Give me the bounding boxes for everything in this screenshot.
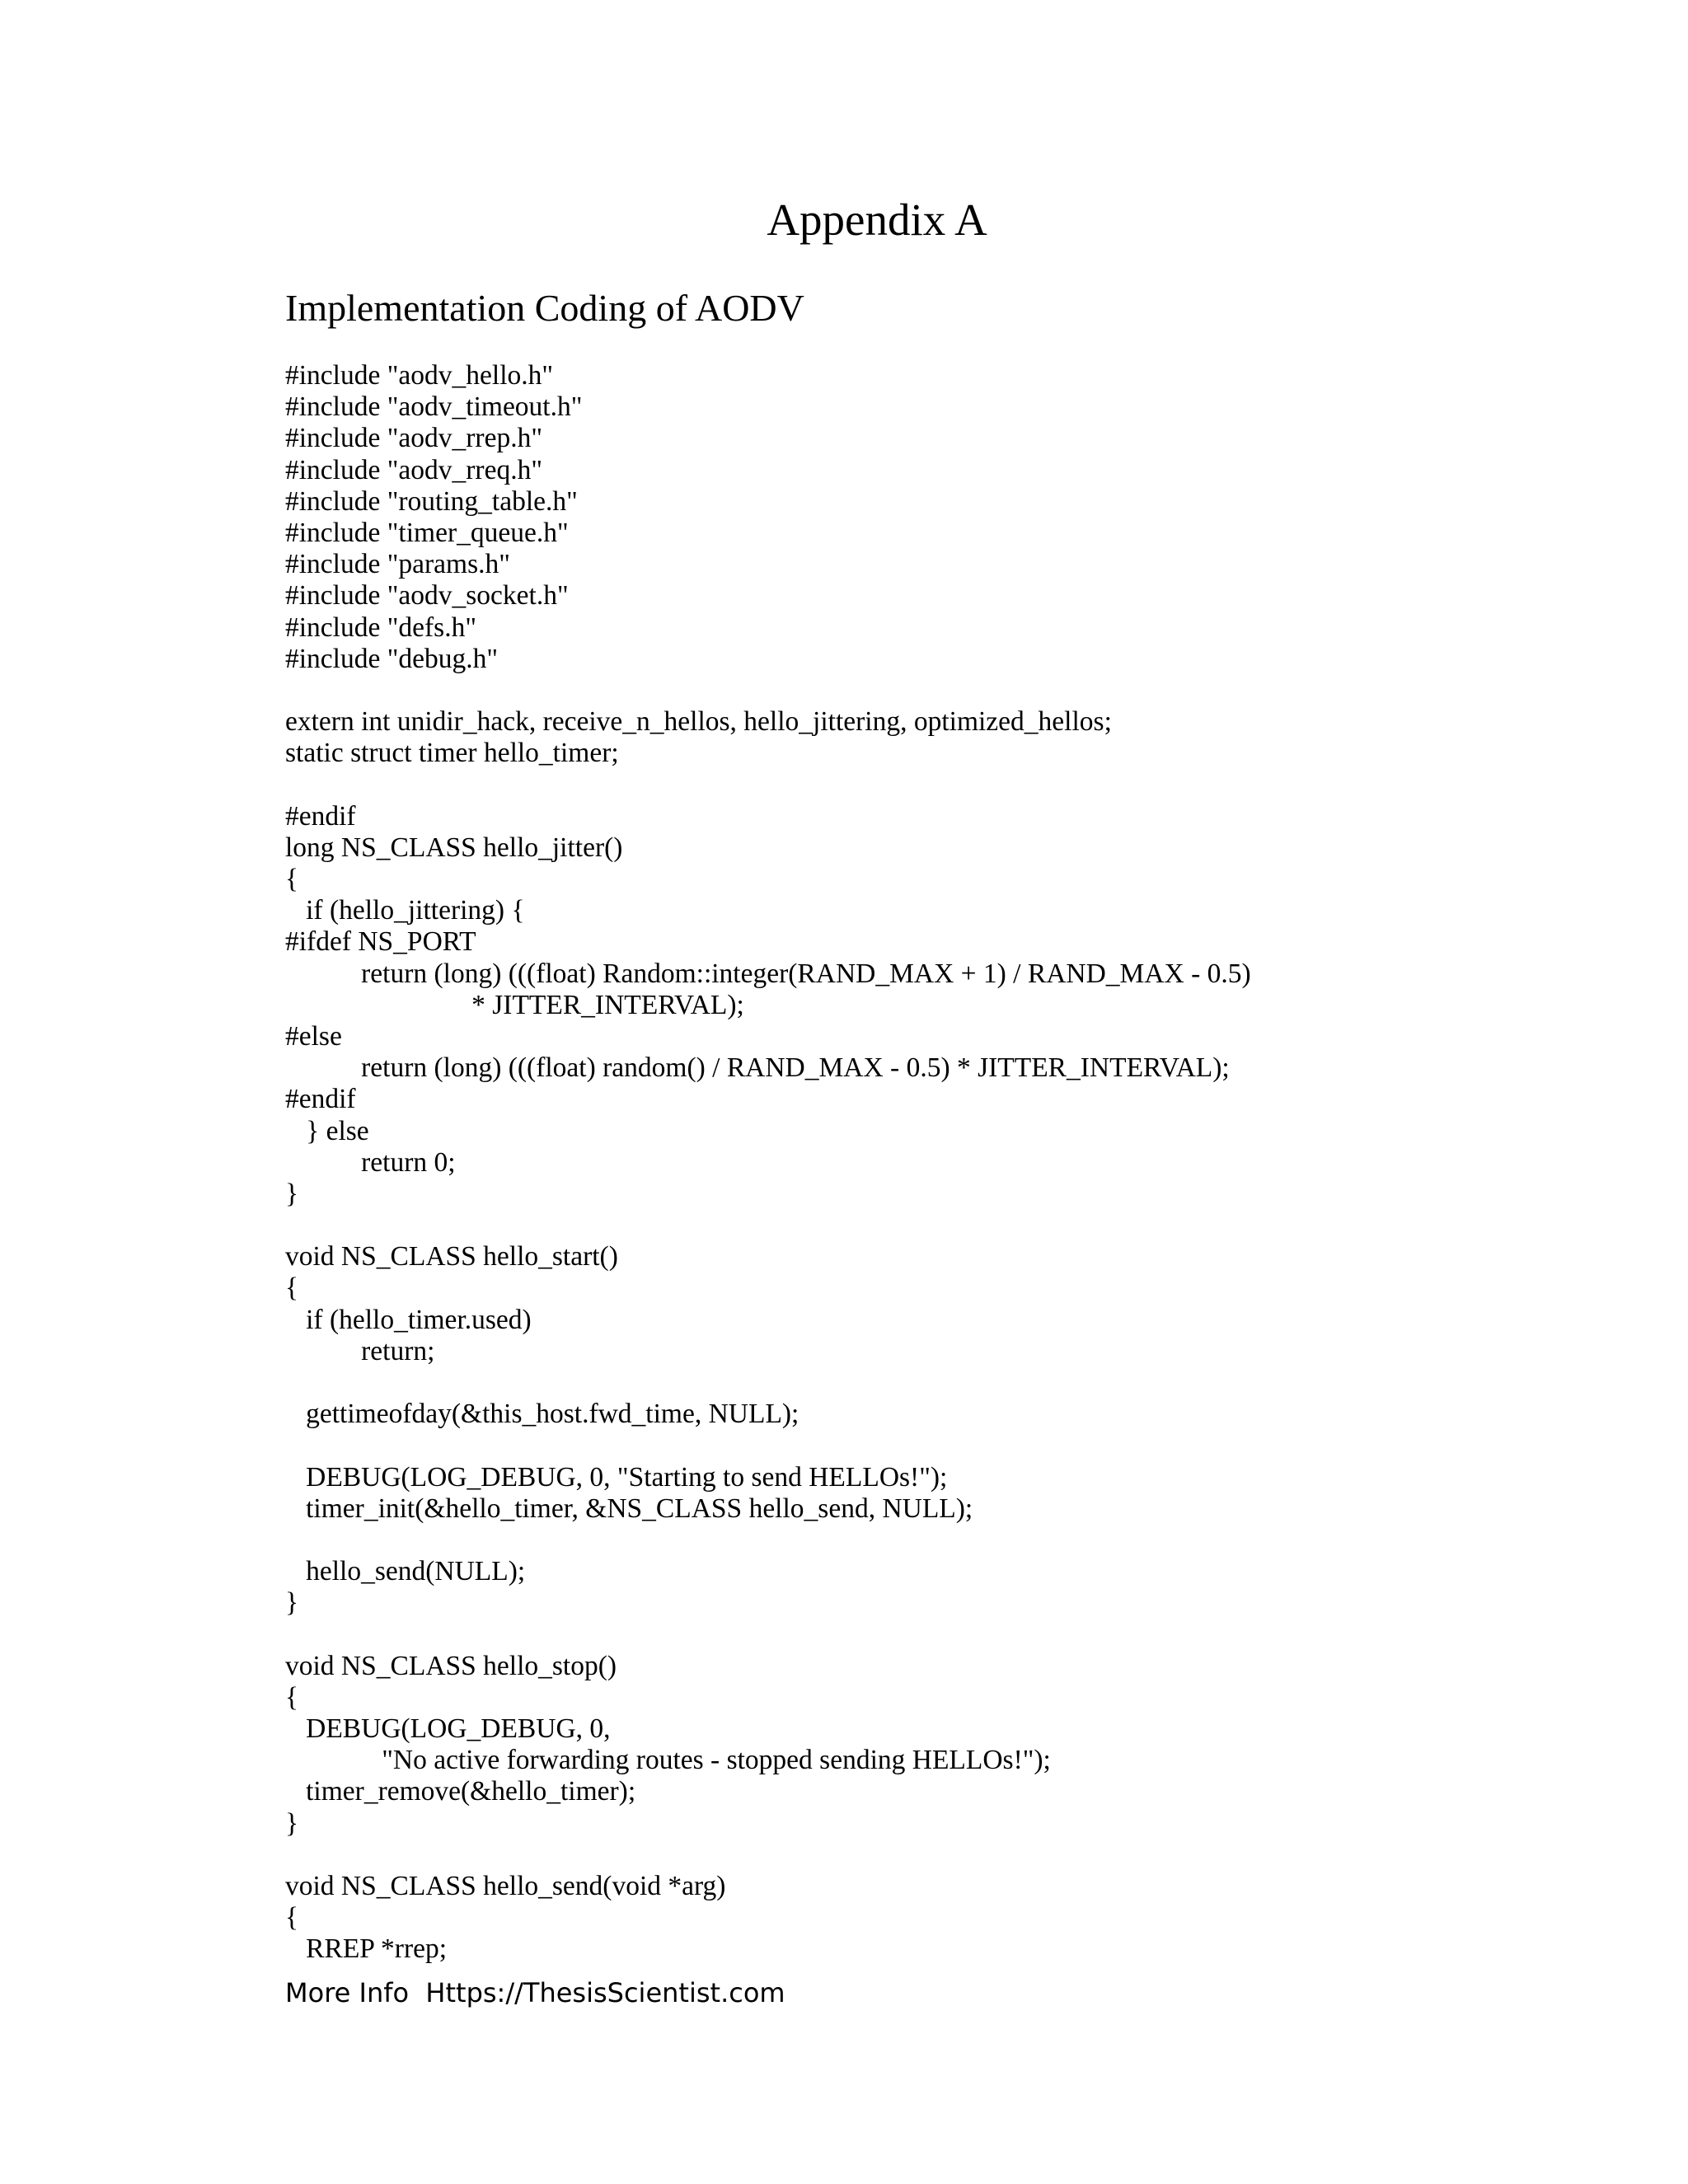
code-line: static struct timer hello_timer; xyxy=(285,738,619,769)
code-line: if (hello_jittering) { xyxy=(285,895,525,926)
code-line: #include "defs.h" xyxy=(285,612,477,643)
code-line: #include "aodv_rrep.h" xyxy=(285,423,543,454)
code-line: long NS_CLASS hello_jitter() xyxy=(285,832,623,863)
code-line: } xyxy=(285,1807,299,1839)
code-line: RREP *rrep; xyxy=(285,1933,448,1965)
code-line: return (long) (((float) random() / RAND_MAX - 0.5) * JITTER_INTERVAL); xyxy=(285,1052,1230,1084)
code-line: { xyxy=(285,864,299,894)
code-line: #endif xyxy=(285,1084,356,1115)
code-line: timer_remove(&hello_timer); xyxy=(285,1776,636,1807)
appendix-title: Appendix A xyxy=(767,194,987,245)
code-listing xyxy=(285,360,1637,1966)
code-line xyxy=(285,1840,1637,1871)
footer-link-text: More Info Https://ThesisScientist.com xyxy=(285,1977,785,2008)
code-line: #include "aodv_rreq.h" xyxy=(285,454,543,485)
code-line: } xyxy=(285,1587,299,1619)
code-line: #include "timer_queue.h" xyxy=(285,517,569,548)
code-line: #include "aodv_timeout.h" xyxy=(285,391,583,423)
code-line: #include "debug.h" xyxy=(285,643,499,674)
code-line: return (long) (((float) Random::integer(RAND_MAX + 1) / RAND_MAX - 0.5) xyxy=(285,958,1251,989)
code-line: DEBUG(LOG_DEBUG, 0, xyxy=(285,1713,611,1745)
code-line: { xyxy=(285,1902,299,1933)
code-line: #ifdef NS_PORT xyxy=(285,926,476,958)
code-line: gettimeofday(&this_host.fwd_time, NULL); xyxy=(285,1399,799,1430)
code-line: #endif xyxy=(285,800,356,832)
code-line xyxy=(285,1430,1637,1461)
code-line: timer_init(&hello_timer, &NS_CLASS hello_send, NULL); xyxy=(285,1493,973,1524)
code-line: return 0; xyxy=(285,1146,456,1178)
code-line: return; xyxy=(285,1335,435,1366)
code-line: hello_send(NULL); xyxy=(285,1556,526,1587)
code-line: void NS_CLASS hello_send(void *arg) xyxy=(285,1871,726,1901)
code-line: #include "aodv_socket.h" xyxy=(285,580,569,612)
section-subtitle: Implementation Coding of AODV xyxy=(285,287,804,329)
code-line: #include "params.h" xyxy=(285,549,510,580)
code-line xyxy=(285,1367,1637,1399)
code-line: extern int unidir_hack, receive_n_hellos, hello_jittering, optimized_hellos; xyxy=(285,706,1112,738)
code-line: #include "routing_table.h" xyxy=(285,485,578,517)
code-line xyxy=(285,675,1637,706)
code-line: } xyxy=(285,1178,299,1209)
code-line xyxy=(285,1525,1637,1556)
code-line xyxy=(285,1210,1637,1241)
code-line: { xyxy=(285,1681,299,1713)
code-line: } else xyxy=(285,1115,369,1146)
code-line: "No active forwarding routes - stopped sending HELLOs!"); xyxy=(285,1745,1051,1776)
code-line: { xyxy=(285,1272,299,1304)
code-line: void NS_CLASS hello_start() xyxy=(285,1241,618,1272)
code-line: #include "aodv_hello.h" xyxy=(285,360,554,391)
code-line: if (hello_timer.used) xyxy=(285,1304,532,1335)
code-line xyxy=(285,769,1637,800)
code-line: #else xyxy=(285,1020,342,1052)
code-line: void NS_CLASS hello_stop() xyxy=(285,1650,617,1681)
code-line: DEBUG(LOG_DEBUG, 0, "Starting to send HELLOs!"); xyxy=(285,1461,948,1493)
code-line xyxy=(285,1619,1637,1651)
code-line: * JITTER_INTERVAL); xyxy=(285,989,744,1020)
